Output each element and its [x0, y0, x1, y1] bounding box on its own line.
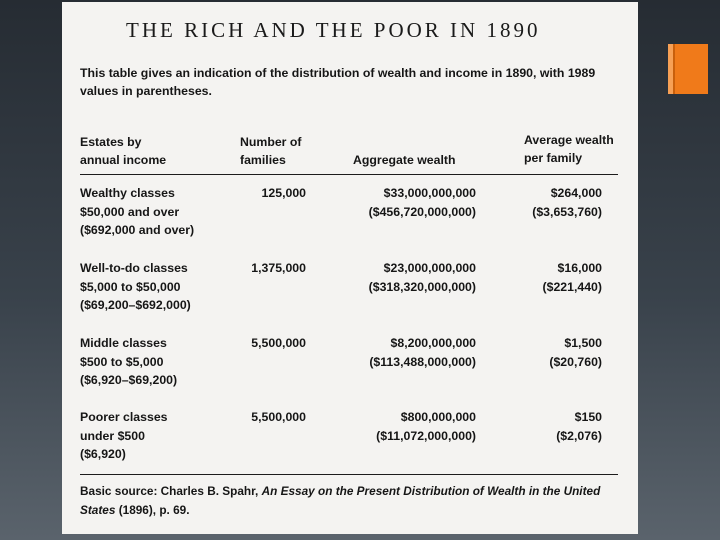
aggregate-1989: ($318,320,000,000): [368, 279, 476, 294]
aggregate-1890: $8,200,000,000: [390, 336, 476, 350]
row-middle-aggregate: [332, 334, 476, 371]
row-welltodo-families: 1,375,000: [251, 261, 306, 275]
class-income: $500 to $5,000: [80, 354, 164, 369]
header-estates-line2: annual income: [80, 153, 167, 167]
average-1890: $264,000: [550, 186, 602, 200]
aggregate-1890: $23,000,000,000: [383, 261, 476, 275]
header-average-line1: Average wealth: [524, 133, 614, 147]
header-estates-line1: Estates by: [80, 135, 142, 149]
accent-stripe: [668, 44, 675, 94]
row-poorer-families: 5,500,000: [251, 410, 306, 424]
source-prefix: Basic source: Charles B. Spahr,: [80, 484, 262, 498]
average-1989: ($20,760): [549, 354, 602, 369]
class-name: Middle classes: [80, 336, 167, 350]
source-book-title: An Essay on the Present Distribution of Wealth in the United States: [80, 484, 601, 517]
row-poorer-aggregate: [332, 408, 476, 445]
class-income-1989: ($6,920–$69,200): [80, 373, 178, 387]
aggregate-1890: $800,000,000: [400, 410, 476, 424]
header-families: [240, 133, 302, 169]
row-welltodo-class: [80, 259, 191, 315]
row-wealthy-average: [508, 184, 602, 221]
class-income-1989: ($6,920): [80, 447, 126, 461]
aggregate-1989: ($456,720,000,000): [368, 204, 476, 219]
class-income-1989: ($692,000 and over): [80, 223, 195, 237]
header-aggregate: Aggregate wealth: [353, 153, 456, 167]
class-income: under $500: [80, 428, 145, 443]
average-1989: ($3,653,760): [532, 204, 602, 219]
header-families-line2: families: [240, 153, 286, 167]
source-citation: [80, 482, 628, 519]
average-1890: $150: [574, 410, 602, 424]
scanned-document: [62, 2, 638, 534]
class-income-1989: ($69,200–$692,000): [80, 298, 191, 312]
aggregate-1989: ($11,072,000,000): [376, 428, 476, 443]
class-name: Poorer classes: [80, 410, 168, 424]
header-families-line1: Number of: [240, 135, 302, 149]
footer-rule: [80, 474, 618, 475]
row-middle-average: [508, 334, 602, 371]
row-wealthy-class: [80, 184, 194, 240]
source-suffix: (1896), p. 69.: [115, 502, 190, 517]
average-1989: ($2,076): [556, 428, 602, 443]
header-average-line2: per family: [524, 151, 583, 165]
row-welltodo-aggregate: [332, 259, 476, 296]
orange-accent-block: [668, 44, 708, 94]
class-income: $5,000 to $50,000: [80, 279, 181, 294]
document-title: THE RICH AND THE POOR IN 1890: [126, 18, 541, 42]
class-income: $50,000 and over: [80, 204, 180, 219]
average-1989: ($221,440): [542, 279, 602, 294]
row-poorer-average: [508, 408, 602, 445]
row-wealthy-aggregate: [332, 184, 476, 221]
header-rule: [80, 174, 618, 175]
class-name: Well-to-do classes: [80, 261, 188, 275]
row-poorer-class: [80, 408, 168, 464]
row-welltodo-average: [508, 259, 602, 296]
header-estates: [80, 133, 166, 169]
average-1890: $1,500: [564, 336, 602, 350]
row-middle-class: [80, 334, 177, 390]
row-wealthy-families: 125,000: [261, 186, 306, 200]
intro-text: This table gives an indication of the distribution of wealth and income in 1890, with 1989 values in parentheses.: [80, 66, 596, 98]
row-middle-families: 5,500,000: [251, 336, 306, 350]
aggregate-1890: $33,000,000,000: [383, 186, 476, 200]
aggregate-1989: ($113,488,000,000): [369, 354, 476, 369]
header-average: [524, 131, 614, 167]
average-1890: $16,000: [557, 261, 602, 275]
class-name: Wealthy classes: [80, 186, 175, 200]
